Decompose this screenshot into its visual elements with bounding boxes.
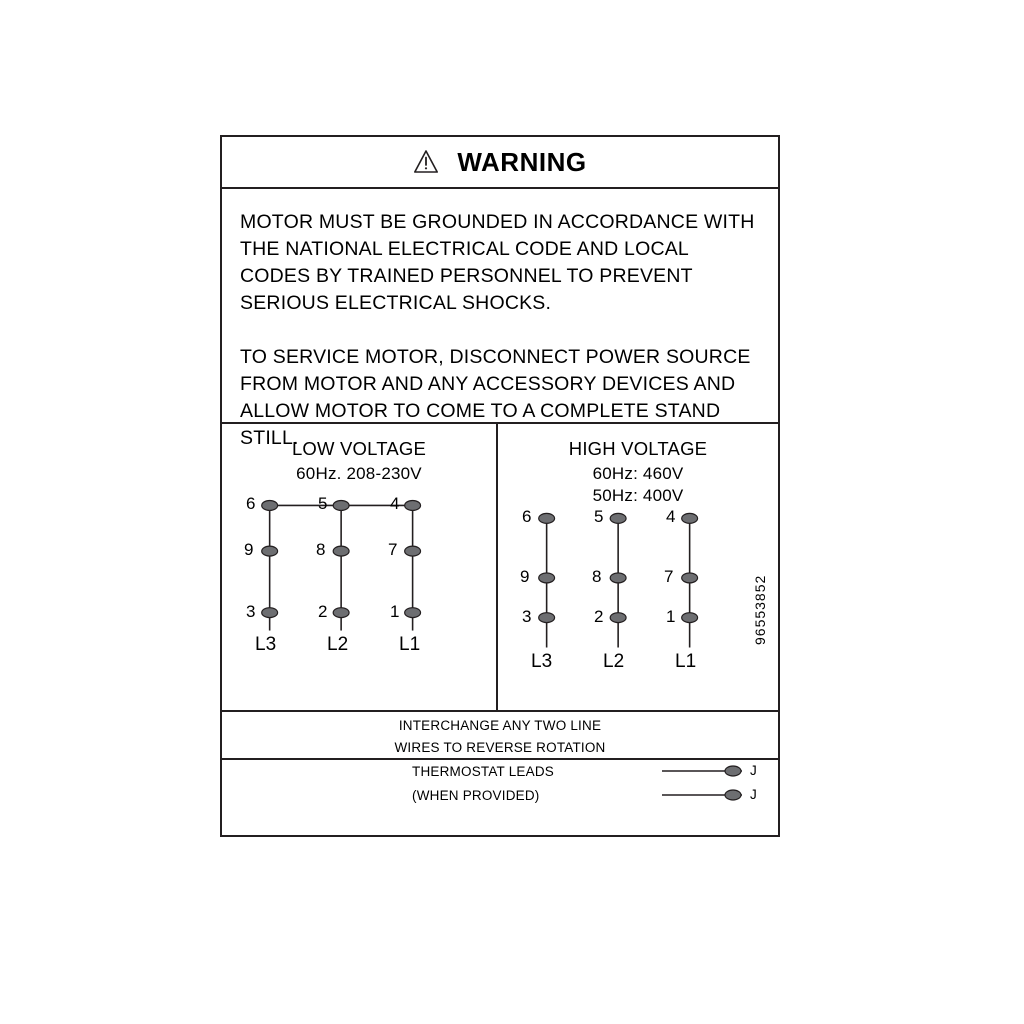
low-terminal-4: 4 <box>390 494 400 513</box>
high-terminal-3: 3 <box>522 607 532 626</box>
low-terminal-2: 2 <box>318 602 328 621</box>
low-voltage-diagram <box>222 424 498 710</box>
warning-paragraph-2: TO SERVICE MOTOR, DISCONNECT POWER SOURCE FROM MOTOR AND ANY ACCESSORY DEVICES AND ALLOW MOTOR TO COME TO A COMPLETE STAND STILL. <box>240 346 751 449</box>
warning-triangle-icon <box>413 149 439 175</box>
low-terminal-5: 5 <box>318 494 328 513</box>
high-terminal-9: 9 <box>520 567 530 586</box>
low-terminal-6: 6 <box>246 494 256 513</box>
high-terminal-6: 6 <box>522 507 532 526</box>
thermostat-tag-2: J <box>750 787 757 802</box>
rotation-note-line-2 <box>222 736 778 760</box>
high-line-l1: L1 <box>675 651 697 672</box>
low-line-l2: L2 <box>327 634 349 655</box>
low-voltage-schematic <box>222 424 496 710</box>
low-line-l1: L1 <box>399 634 421 655</box>
high-voltage-diagram <box>498 424 778 710</box>
high-line-l3: L3 <box>531 651 553 672</box>
high-terminal-1: 1 <box>666 607 676 626</box>
low-terminal-7: 7 <box>388 540 398 559</box>
low-terminal-1: 1 <box>390 602 400 621</box>
warning-title: WARNING <box>457 146 587 177</box>
high-terminal-8: 8 <box>592 567 602 586</box>
wiring-diagrams <box>222 424 778 712</box>
thermostat-section <box>222 760 778 812</box>
motor-nameplate <box>220 135 780 837</box>
warning-paragraph-1: MOTOR MUST BE GROUNDED IN ACCORDANCE WITH THE NATIONAL ELECTRICAL CODE AND LOCAL CODES BY TRAINED PERSONNEL TO PREVENT SERIOUS ELECTRICAL SHOCKS. <box>240 211 755 314</box>
low-voltage-title: LOW VOLTAGE <box>291 438 427 459</box>
high-line-l2: L2 <box>603 651 625 672</box>
low-line-l3: L3 <box>255 634 277 655</box>
rotation-note-line-1 <box>222 712 778 736</box>
high-terminal-7: 7 <box>664 567 674 586</box>
low-terminal-3: 3 <box>246 602 256 621</box>
thermostat-leads-schematic <box>222 760 778 812</box>
thermostat-label-2: (WHEN PROVIDED) <box>412 788 540 803</box>
high-voltage-subtitle-50hz: 50Hz: 400V <box>592 486 684 505</box>
rotation-note-text-2: WIRES TO REVERSE ROTATION <box>394 739 606 755</box>
high-terminal-5: 5 <box>594 507 604 526</box>
part-number: 96553852 <box>752 574 768 645</box>
high-voltage-subtitle-60hz: 60Hz: 460V <box>592 464 684 483</box>
low-terminal-9: 9 <box>244 540 254 559</box>
thermostat-tag-1: J <box>750 763 757 778</box>
high-terminal-4: 4 <box>666 507 676 526</box>
low-terminal-8: 8 <box>316 540 326 559</box>
thermostat-label-1: THERMOSTAT LEADS <box>412 764 554 779</box>
low-voltage-subtitle: 60Hz. 208-230V <box>296 464 422 483</box>
high-voltage-title: HIGH VOLTAGE <box>568 438 708 459</box>
paragraph-gap <box>240 317 760 344</box>
warning-header <box>222 137 778 189</box>
high-terminal-2: 2 <box>594 607 604 626</box>
rotation-note-text-1: INTERCHANGE ANY TWO LINE <box>398 717 602 733</box>
